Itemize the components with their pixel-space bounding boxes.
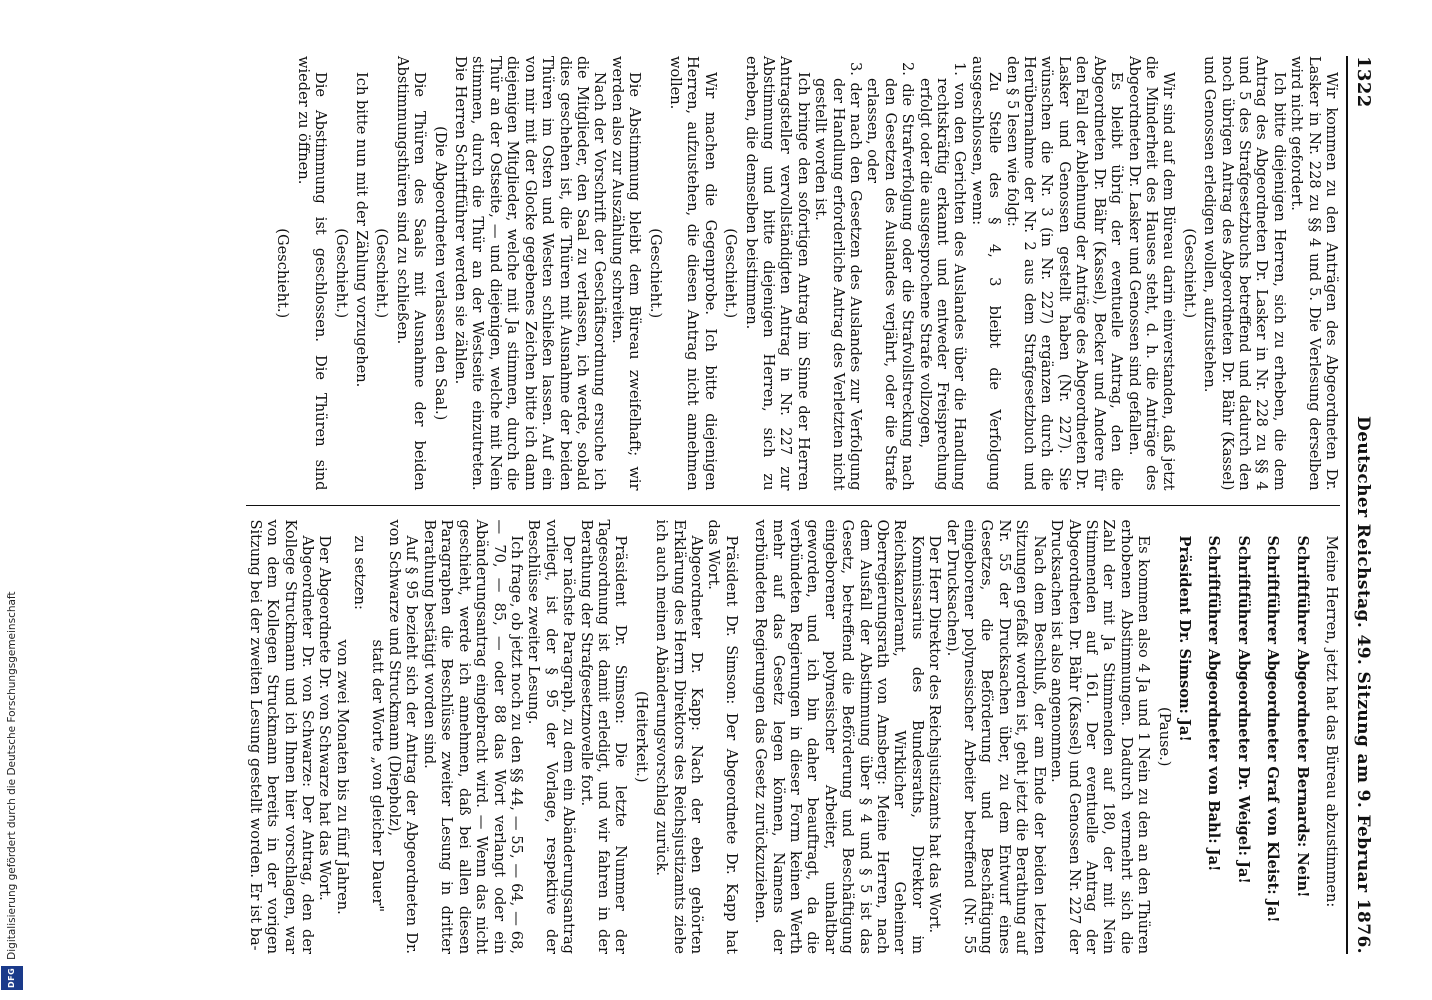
paragraph: Wir sind auf dem Büreau darin einverstanden, daß jetzt die Minderheit des Hauses steht, d. h. die Anträge des Abgeordneten Dr. Lasker und Genossen sind gefallen. [1125,56,1178,491]
paragraph: Ich bringe den sofortigen Antrag im Sinne der Herren Antragsteller vervollständigten Antrag in Nr. 227 zur Abstimmung und bitte diejenigen Herren, sich zu erheben, die demselben beistimmen. [742,56,812,491]
paragraph: zu setzen: [351,535,369,610]
quoted-phrase: statt der Worte „von gleicher Dauer" [368,639,386,913]
vote-line: Schriftführer Abgeordneter Graf von Kleist: Ja! [1264,535,1282,923]
stage-direction: (Geschieht.) [274,228,292,319]
paragraph: Präsident Dr. Simson: Der Abgeordnete Dr. Kapp hat das Wort. [705,519,740,954]
paragraph: Wir kommen zu den Anträgen des Abgeordneten Dr. Lasker in Nr. 228 zu §§ 4 und 5. Die Verlesung derselben wird nicht gefordert. [1288,56,1340,491]
paragraph: Wir machen die Gegenprobe. Ich bitte diejenigen Herren, aufzustehen, die diesen Antrag nicht annehmen wollen. [666,56,719,491]
paragraph: Abgeordneter Dr. Kapp: Nach der eben gehörten Erklärung des Herrn Direktors des Reichsjustizamts ziehe ich auch meinen Abänderungsvorschlag zurück. [653,519,705,954]
stage-direction: (Geschieht.) [646,228,664,319]
stage-direction: (Pause.) [1155,707,1173,767]
text-columns [246,56,1340,954]
right-column [246,505,1340,955]
paragraph: Es kommen also 4 Ja und 1 Nein zu den an den Thüren erhobenen Abstimmungen. Dadurch vermehrt sich die Zahl der mit Ja Stimmenden auf 180, der mit Nein Stimmenden auf 161. Der eventuelle Antrag der Abgeordneten Dr. Bähr (Kassel) und Genossen Nr. 227 der Drucksachen ist also angenommen. [1048,519,1153,954]
stage-direction: (Heiterkeit.) [632,690,650,783]
vote-line: Schriftführer Abgeordneter Dr. Weigel: Ja! [1234,535,1252,884]
credit-text: Digitalisierung gefördert durch die Deutsche Forschungsgemeinschaft [6,591,18,960]
paragraph: Der Abgeordnete Dr. von Schwarze hat das Wort. [316,535,334,901]
paragraph: Präsident Dr. Simson: Die letzte Nummer der Tagesordnung ist damit erledigt, und wir fahren in der Berathung der Strafgesetznovelle fort. [577,519,630,954]
paragraph: Der nächste Paragraph, zu dem ein Abänderungsantrag vorliegt, ist der § 95 der Vorlage, respektive der Beschlüsse zweiter Lesung. [525,519,578,954]
paragraph: Ich bitte diejenigen Herren, sich zu erheben, die dem Antrag des Abgeordneten Dr. Lasker in Nr. 228 zu §§ 4 und 5 des Strafgesetzbuchs betreffend und dadurch den noch übrigen Antrag des Abgeordneten Dr. Bähr (Kassel) und Genossen erledigen wollen, aufzustehen. [1201,56,1288,491]
stage-direction: (Die Abgeordneten verlassen den Saal.) [431,126,449,421]
stage-direction: (Geschieht.) [373,228,391,319]
vote-line: Präsident Dr. Simson: Ja! [1175,535,1193,742]
paragraph: Ich bitte nun mit der Zählung vorzugehen. [353,72,371,388]
list-item: 2. die Strafverfolgung oder die Strafvollstreckung nach den Gesetzen des Auslandes verjährt, oder die Strafe erlassen, oder [864,62,917,491]
list-item: 1. von den Gerichten des Auslandes über die Handlung rechtskräftig erkannt und entweder Freisprechung erfolgt oder die ausgesprochene Strafe vollzogen, [916,62,969,491]
dfg-logo: DFG [1,966,23,990]
stage-direction: (Geschieht.) [722,228,740,319]
paragraph: Die Abstimmung ist geschlossen. Die Thüren sind wieder zu öffnen. [294,56,330,491]
vote-line: Schriftführer Abgeordneter Bernards: Nein! [1293,535,1311,898]
paragraph: Nach dem Beschluß, der am Ende der beiden letzten Sitzungen gefaßt worden ist, geht jetzt die Berathung auf Nr. 55 der Drucksachen über, zu dem Entwurf eines Gesetzes, die Beförderung und Beschäftigung eingeborener polynesischer Arbeiter betreffend (Nr. 55 der Drucksachen). [943,519,1048,954]
page-title: Deutscher Reichstag. 49. Sitzung am 9. Februar 1876. [1353,416,1373,954]
running-header [1346,56,1374,954]
page-number: 1322 [1353,56,1374,108]
vote-line: Schriftführer Abgeordneter von Bahl: Ja! [1205,535,1223,872]
paragraph: Die Thüren des Saals mit Ausnahme der beiden Abstimmungsthüren sind zu schließen. [393,56,429,491]
paragraph: Nach der Vorschrift der Geschäftsordnung ersuche ich die Mitglieder, den Saal zu verlassen, ich werde, sobald dies geschehen ist, die Thüren mit Ausnahme der beiden Thüren im Osten und Westen schließen lassen. Auf ein von mir mit der Glocke gegebenes Zeichen bitte ich dann diejenigen Mitglieder, welche mit Ja stimmen, durch die Thür an der Ostseite, — und diejenigen, welche mit Nein stimmen, durch die Thür an der Westseite einzutreten. Die Herren Schriftführer werden sie zählen. [452,56,609,491]
paragraph: Abgeordneter Dr. von Schwarze: Der Antrag, den der Kollege Struckmann und ich Ihnen hier vorschlagen, war von dem Kollegen Struckmann bereits in der vorigen Sitzung bei der zweiten Lesung gestellt worden. Er ist ba- [246,519,317,954]
quoted-phrase: von zwei Monaten bis zu fünf Jahren. [333,639,351,915]
paragraph: Die Abstimmung bleibt dem Büreau zweifelhaft; wir werden also zur Auszählung schreiten. [608,56,644,491]
paragraph: Kommissarius des Bundesraths, Direktor im Reichskanzleramt, Wirklicher Geheimer Oberregierungsrath von Amsberg: Meine Herren, nach dem Ausfall der Abstimmung über § 4 und § 5 ist das Gesetz, betreffend die Beförderung und Beschäftigung eingeborener polynesischer Arbeiter, unhaltbar geworden, und ich bin daher beauftragt, da die verbündeten Regierungen in dieser Form keinen Werth mehr auf das Gesetz legen können, Namens der verbündeten Regierungen das Gesetz zurückzuziehen. [752,519,926,954]
stage-direction: (Geschieht.) [1180,228,1198,319]
stage-direction: (Geschieht.) [332,228,350,319]
paragraph: Auf § 95 bezieht sich der Antrag der Abgeordneten Dr. von Schwarze und Struckmann (Diepholz), [386,519,421,954]
paragraph: Meine Herren, jetzt hat das Büreau abzustimmen: [1323,535,1340,908]
list-item: 3. der nach den Gesetzen des Auslandes zur Verfolgung der Handlung erforderliche Antrag des Verletzten nicht gestellt worden ist. [812,62,865,491]
left-column [246,56,1340,505]
paragraph: Es bleibt übrig der eventuelle Antrag, den die Abgeordneten Dr. Bähr (Kassel), Becker und Andere für den Fall der Ablehnung der Anträge des Abgeordneten Dr. Lasker und Genossen gestellt haben (Nr. 227). Sie wünschen die Nr. 3 (in Nr. 227) ergänzen durch die Herübernahme der Nr. 2 aus dem Strafgesetzbuch und den § 5 lesen wie folgt: [1003,56,1126,491]
paragraph: Zu Stelle des § 4, 3 bleibt die Verfolgung ausgeschlossen, wenn: [968,56,1004,491]
paragraph: Der Herr Direktor des Reichsjustizamts hat das Wort. [926,535,944,934]
paragraph: Ich frage, ob jetzt noch zu den §§ 44, — 55, — 64, — 68, — 70, — 85, — oder 88 das Wort verlangt oder ein Abänderungsantrag eingebracht wird. — Wenn das nicht geschieht, werde ich annehmen, daß bei allen diesen Paragraphen die Beschlüsse zweiter Lesung in dritter Berathung bestätigt worden sind. [420,519,525,954]
